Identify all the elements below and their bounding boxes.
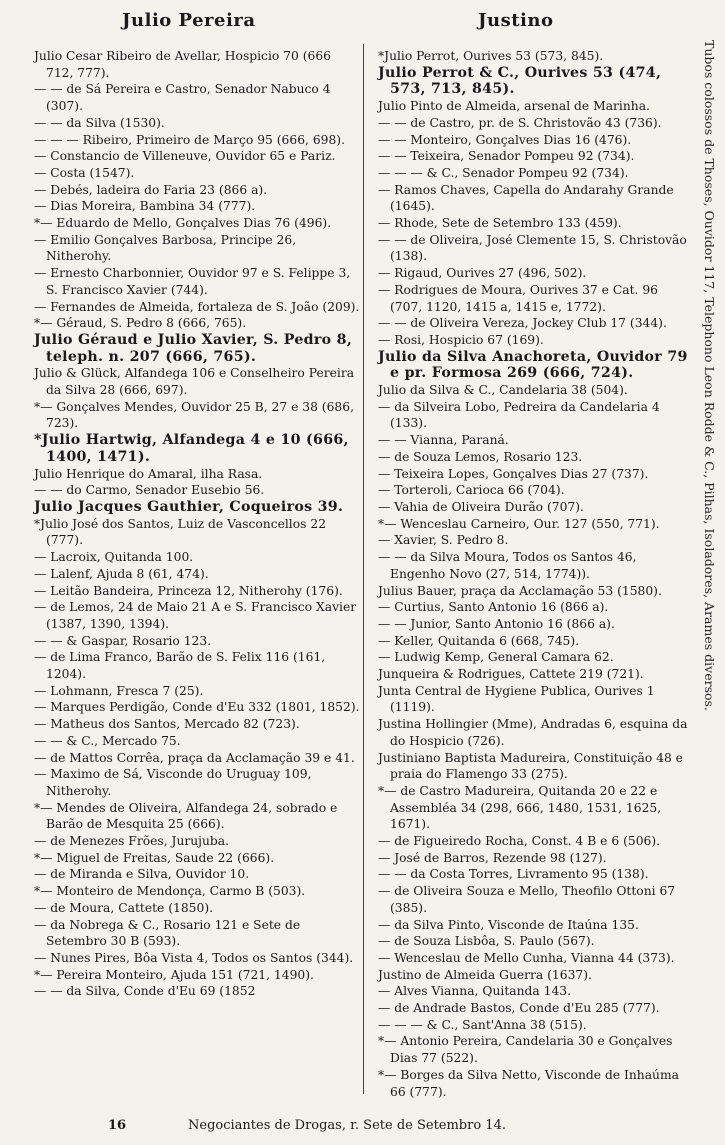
directory-entry: — Alves Vianna, Quitanda 143. [378, 984, 571, 999]
directory-entry: — de Lemos, 24 de Maio 21 A e S. Francisco Xavier (1387, 1390, 1394). [34, 600, 357, 631]
directory-entry: *— Eduardo de Mello, Gonçalves Dias 76 (496). [34, 216, 332, 231]
directory-entry: Julio da Silva & C., Candelaria 38 (504). [378, 383, 628, 398]
directory-entry: *— de Castro Madureira, Quitanda 20 e 22 e Assembléa 34 (298, 666, 1480, 1531, 1625, 1671). [378, 783, 662, 832]
directory-entry: *— Wenceslau Carneiro, Our. 127 (550, 771). [378, 516, 660, 531]
directory-entry: — Leitão Bandeira, Princeza 12, Nitherohy (176). [34, 583, 343, 598]
right-column [368, 48, 690, 1100]
directory-entry: — — da Silva Moura, Todos os Santos 46, Engenho Novo (27, 514, 1774)). [378, 550, 637, 581]
directory-entry: — — — & C., Sant'Anna 38 (515). [378, 1017, 587, 1032]
directory-entry: — Lohmann, Fresca 7 (25). [34, 683, 204, 698]
directory-entry: — Costa (1547). [34, 165, 135, 180]
column-divider [363, 44, 364, 1094]
directory-entry: — Vahia de Oliveira Durão (707). [378, 499, 584, 514]
directory-entry: — Teixeira Lopes, Gonçalves Dias 27 (737). [378, 466, 649, 481]
directory-entry: — Ludwig Kemp, General Camara 62. [378, 650, 614, 665]
directory-entry: — Dias Moreira, Bambina 34 (777). [34, 199, 256, 214]
directory-entry: — Matheus dos Santos, Mercado 82 (723). [34, 717, 300, 732]
directory-entry: Julio Cesar Ribeiro de Avellar, Hospicio 70 (666 712, 777). [34, 49, 332, 80]
directory-entry: *— Géraud, S. Pedro 8 (666, 765). [34, 316, 247, 331]
directory-entry: — Emilio Gonçalves Barbosa, Principe 26, Nitherohy. [34, 232, 297, 264]
directory-entry: Junqueira & Rodrigues, Cattete 219 (721). [378, 667, 644, 682]
directory-entry: — — de Oliveira Vereza, Jockey Club 17 (344). [378, 316, 667, 331]
page-footer [0, 1118, 725, 1140]
directory-entry: Julius Bauer, praça da Acclamação 53 (1580). [378, 583, 662, 598]
directory-entry: — Maximo de Sá, Visconde do Uruguay 109, Nitherohy. [34, 767, 312, 798]
directory-entry: — — do Carmo, Senador Eusebio 56. [34, 483, 265, 498]
directory-entry: — Rodrigues de Moura, Ourives 37 e Cat. 96 (707, 1120, 1415 a, 1415 e, 1772). [378, 282, 658, 314]
directory-entry: — — da Silva, Conde d'Eu 69 (1852 [34, 984, 256, 999]
directory-entry: *Julio Hartwig, Alfandega 4 e 10 (666, 1400, 1471). [34, 432, 349, 465]
side-banner-text: Tubos colossos de Thoses, Ouvidor 117, Telephono Leon Rodde & C., Pilhas, Isoladores, Arames diversos. [702, 40, 717, 711]
directory-entry: — Constancio de Villeneuve, Ouvidor 65 e Pariz. [34, 149, 336, 164]
directory-entry: *— Pereira Monteiro, Ajuda 151 (721, 1490). [34, 967, 314, 982]
directory-entry: — Ramos Chaves, Capella do Andarahy Grande (1645). [378, 182, 674, 214]
directory-entry: — — & Gaspar, Rosario 123. [34, 633, 212, 648]
directory-entry: Junta Central de Hygiene Publica, Ourives 1 (1119). [378, 683, 655, 715]
directory-entry: — de Mattos Corrêa, praça da Acclamação 39 e 41. [34, 750, 355, 765]
directory-entry: — Wenceslau de Mello Cunha, Vianna 44 (373). [378, 950, 675, 965]
directory-entry: — de Souza Lemos, Rosario 123. [378, 449, 583, 464]
directory-entry: — de Menezes Frões, Jurujuba. [34, 834, 230, 849]
footer-advert: Negociantes de Drogas, r. Sete de Setembro 14. [188, 1118, 506, 1133]
header-right-name: Justino [478, 10, 554, 31]
directory-entry: Justina Hollingier (Mme), Andradas 6, esquina da do Hospicio (726). [378, 717, 688, 748]
directory-entry: — da Nobrega & C., Rosario 121 e Sete de Setembro 30 B (593). [34, 917, 301, 949]
directory-entry: — de Moura, Cattete (1850). [34, 900, 214, 915]
directory-entry: Julio Henrique do Amaral, ilha Rasa. [34, 466, 263, 481]
directory-entry: — — Junior, Santo Antonio 16 (866 a). [378, 616, 615, 631]
directory-entry: — Keller, Quitanda 6 (668, 745). [378, 633, 580, 648]
directory-entry: Julio Pinto de Almeida, arsenal de Marinha. [378, 99, 650, 114]
directory-entry: — Marques Perdigão, Conde d'Eu 332 (1801, 1852). [34, 700, 360, 715]
directory-entry: — de Andrade Bastos, Conde d'Eu 285 (777). [378, 1001, 660, 1016]
directory-entry: — de Figueiredo Rocha, Const. 4 B e 6 (506). [378, 834, 661, 849]
directory-entry: — — de Sá Pereira e Castro, Senador Nabuco 4 (307). [34, 82, 331, 114]
directory-entry: Julio da Silva Anachoreta, Ouvidor 79 e pr. Formosa 269 (666, 724). [378, 348, 688, 382]
directory-entry: *— Monteiro de Mendonça, Carmo B (503). [34, 884, 306, 899]
directory-entry: Julio & Glück, Alfandega 106 e Conselheiro Pereira da Silva 28 (666, 697). [34, 366, 355, 398]
directory-entry: — Nunes Pires, Bôa Vista 4, Todos os Santos (344). [34, 950, 354, 965]
directory-entry: *— Borges da Silva Netto, Visconde de Inhaúma 66 (777). [378, 1067, 679, 1099]
directory-entry: — da Silva Pinto, Visconde de Itaúna 135. [378, 917, 639, 932]
directory-entry: — Curtius, Santo Antonio 16 (866 a). [378, 600, 609, 615]
directory-entry: Julio Perrot & C., Ourives 53 (474, 573, 713, 845). [378, 64, 662, 98]
directory-entry: — de Miranda e Silva, Ouvidor 10. [34, 867, 250, 882]
header-left-name: Julio Pereira [122, 10, 256, 31]
directory-entry: — Fernandes de Almeida, fortaleza de S. João (209). [34, 299, 360, 314]
directory-entry: — Rigaud, Ourives 27 (496, 502). [378, 266, 587, 281]
directory-entry: — de Souza Lisbôa, S. Paulo (567). [378, 934, 595, 949]
directory-entry: *— Mendes de Oliveira, Alfandega 24, sobrado e Barão de Mesquita 25 (666). [34, 800, 338, 832]
directory-entry: — — da Costa Torres, Livramento 95 (138). [378, 867, 649, 882]
directory-entry: — Ernesto Charbonnier, Ouvidor 97 e S. Felippe 3, S. Francisco Xavier (744). [34, 266, 351, 297]
directory-entry: — — & C., Mercado 75. [34, 733, 181, 748]
directory-entry: *Julio José dos Santos, Luiz de Vasconcellos 22 (777). [34, 516, 327, 548]
directory-entry: *— Antonio Pereira, Candelaria 30 e Gonçalves Dias 77 (522). [378, 1034, 673, 1066]
directory-entry: Julio Jacques Gauthier, Coqueiros 39. [34, 498, 344, 515]
directory-entry: Justino de Almeida Guerra (1637). [378, 967, 592, 982]
directory-entry: — — Monteiro, Gonçalves Dias 16 (476). [378, 132, 632, 147]
directory-entry: *Julio Perrot, Ourives 53 (573, 845). [378, 49, 604, 63]
directory-entry: — Debés, ladeira do Faria 23 (866 a). [34, 182, 268, 197]
directory-entry: — Lalenf, Ajuda 8 (61, 474). [34, 566, 209, 581]
directory-entry: — Rhode, Sete de Setembro 133 (459). [378, 216, 622, 231]
directory-entry: Justiniano Baptista Madureira, Constituição 48 e praia do Flamengo 33 (275). [378, 750, 683, 782]
directory-entry: — Torteroli, Carioca 66 (704). [378, 483, 565, 498]
directory-entry: *— Miguel de Freitas, Saude 22 (666). [34, 850, 275, 865]
directory-entry: — Xavier, S. Pedro 8. [378, 533, 509, 548]
left-column [20, 48, 362, 1000]
page-number: 16 [108, 1118, 127, 1133]
directory-entry: — Rosi, Hospicio 67 (169). [378, 332, 544, 347]
directory-entry: — — de Oliveira, José Clemente 15, S. Christovão (138). [378, 232, 687, 264]
directory-entry: — — de Castro, pr. de S. Christovão 43 (736). [378, 115, 662, 130]
directory-entry: — — Vianna, Paraná. [378, 433, 509, 448]
side-banner [698, 40, 720, 1090]
directory-entry: — José de Barros, Rezende 98 (127). [378, 850, 607, 865]
directory-entry: — — Teixeira, Senador Pompeu 92 (734). [378, 149, 635, 164]
directory-entry: — Lacroix, Quitanda 100. [34, 550, 194, 565]
directory-entry: — — — & C., Senador Pompeu 92 (734). [378, 165, 629, 180]
directory-entry: Julio Géraud e Julio Xavier, S. Pedro 8, teleph. n. 207 (666, 765). [34, 331, 353, 365]
directory-entry: — de Oliveira Souza e Mello, Theofilo Ottoni 67 (385). [378, 884, 676, 915]
directory-entry: — de Lima Franco, Barão de S. Felix 116 (161, 1204). [34, 650, 326, 682]
directory-entry: *— Gonçalves Mendes, Ouvidor 25 B, 27 e 38 (686, 723). [34, 399, 354, 431]
directory-entry: — — da Silva (1530). [34, 115, 165, 130]
running-header [0, 4, 725, 34]
directory-entry: — — — Ribeiro, Primeiro de Março 95 (666, 698). [34, 132, 346, 147]
directory-entry: — da Silveira Lobo, Pedreira da Candelaria 4 (133). [378, 399, 660, 431]
